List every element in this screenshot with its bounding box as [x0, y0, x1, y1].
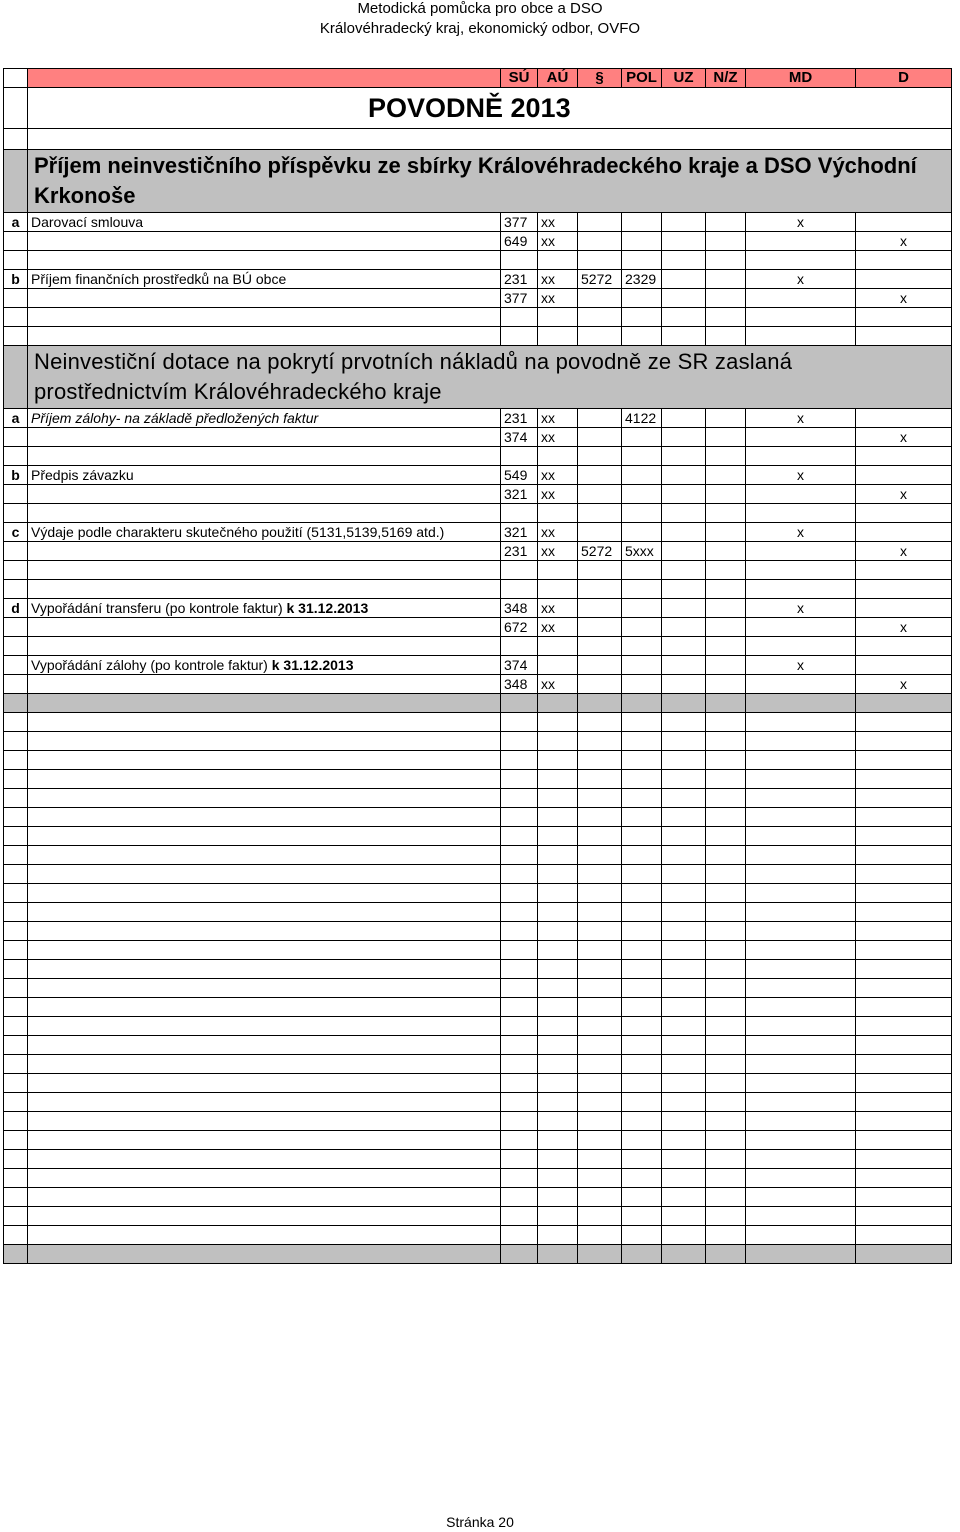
empty-row [4, 922, 952, 941]
empty-row [4, 1074, 952, 1093]
empty-row [4, 789, 952, 808]
row-label: Darovací smlouva [28, 213, 501, 232]
empty-row [4, 1093, 952, 1112]
header-line-2: Královéhradecký kraj, ekonomický odbor, OVFO [319, 20, 641, 37]
table-row: b Předpis závazku 549 xx x [4, 466, 952, 485]
row-label: Vypořádání zálohy (po kontrole faktur) k 31.12.2013 [28, 656, 501, 675]
empty-row [4, 770, 952, 789]
accounting-table [3, 68, 952, 1264]
table-row: d Vypořádání transferu (po kontrole faktur) k 31.12.2013 348 xx x [4, 599, 952, 618]
empty-row [4, 1150, 952, 1169]
empty-row [4, 1017, 952, 1036]
empty-row [4, 808, 952, 827]
empty-row [4, 903, 952, 922]
col-d: D [856, 69, 952, 88]
table-row: 649 xx x [4, 232, 952, 251]
empty-row [4, 1055, 952, 1074]
row-label: Výdaje podle charakteru skutečného použití (5131,5139,5169 atd.) [28, 523, 501, 542]
empty-row [4, 865, 952, 884]
empty-row [4, 884, 952, 903]
empty-row [4, 1036, 952, 1055]
table-row: b Příjem finančních prostředků na BÚ obce 231 xx 5272 2329 x [4, 270, 952, 289]
header-line-1: Metodická pomůcka pro obce a DSO [357, 0, 603, 17]
col-nz: N/Z [706, 69, 746, 88]
empty-rows [4, 713, 952, 1245]
table-row: c Výdaje podle charakteru skutečného použití (5131,5139,5169 atd.) 321 xx x [4, 523, 952, 542]
empty-row [4, 960, 952, 979]
empty-row [4, 827, 952, 846]
table-row: 321 xx x [4, 485, 952, 504]
empty-row [4, 1207, 952, 1226]
row-label: Předpis závazku [28, 466, 501, 485]
section-2-title: Neinvestiční dotace na pokrytí prvotních nákladů na povodně ze SR zaslaná prostřednictvím Královéhradeckého kraje [28, 346, 952, 409]
col-md: MD [746, 69, 856, 88]
empty-row [4, 998, 952, 1017]
col-au: AÚ [538, 69, 578, 88]
table-row: Vypořádání zálohy (po kontrole faktur) k 31.12.2013 374 x [4, 656, 952, 675]
col-pol: POL [622, 69, 662, 88]
table-row: a Příjem zálohy- na základě předložených faktur 231 xx 4122 x [4, 409, 952, 428]
table-row: 377 xx x [4, 289, 952, 308]
table-row: 374 xx x [4, 428, 952, 447]
col-uz: UZ [662, 69, 706, 88]
col-su: SÚ [501, 69, 538, 88]
row-label: Příjem finančních prostředků na BÚ obce [28, 270, 501, 289]
empty-row [4, 1112, 952, 1131]
empty-row [4, 713, 952, 732]
empty-row [4, 941, 952, 960]
empty-row [4, 751, 952, 770]
column-header-row [4, 69, 952, 88]
empty-row [4, 732, 952, 751]
page-number: Stránka 20 [446, 1514, 514, 1530]
section-1-title: Příjem neinvestičního příspěvku ze sbírky Královéhradeckého kraje a DSO Východní Krkonoše [28, 150, 952, 213]
empty-row [4, 1169, 952, 1188]
table-row: 231 xx 5272 5xxx x [4, 542, 952, 561]
row-label: Vypořádání transferu (po kontrole faktur) k 31.12.2013 [28, 599, 501, 618]
empty-row [4, 1188, 952, 1207]
table-row: a Darovací smlouva 377 xx x [4, 213, 952, 232]
page-title: POVODNĚ 2013 [28, 88, 952, 129]
empty-row [4, 846, 952, 865]
empty-row [4, 1131, 952, 1150]
row-label: Příjem zálohy- na základě předložených faktur [28, 409, 501, 428]
table-row: 672 xx x [4, 618, 952, 637]
empty-row [4, 1226, 952, 1245]
col-paragraph: § [578, 69, 622, 88]
table-row: 348 xx x [4, 675, 952, 694]
empty-row [4, 979, 952, 998]
